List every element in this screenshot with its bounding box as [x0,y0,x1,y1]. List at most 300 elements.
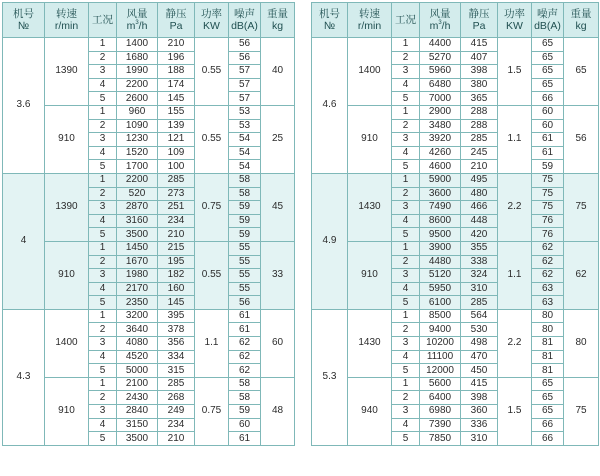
pressure-cell: 155 [158,105,195,119]
flow-cell: 520 [117,187,158,201]
noise-cell: 55 [229,269,261,283]
condition-cell: 4 [89,350,117,364]
condition-cell: 3 [89,133,117,147]
pressure-cell: 356 [158,337,195,351]
condition-cell: 5 [392,296,420,310]
condition-cell: 3 [392,65,420,79]
flow-cell: 2350 [117,296,158,310]
noise-cell: 63 [532,296,564,310]
condition-cell: 5 [89,228,117,242]
header-power: 功率 KW [498,3,532,38]
pressure-cell: 395 [158,309,195,323]
table-row [312,309,599,323]
flow-cell: 12000 [420,364,461,378]
flow-cell: 1990 [117,65,158,79]
condition-cell: 2 [392,323,420,337]
pressure-cell: 210 [158,432,195,446]
pressure-cell: 249 [158,405,195,419]
noise-cell: 66 [532,92,564,106]
flow-cell: 5960 [420,65,461,79]
weight-cell: 65 [564,38,599,106]
flow-cell: 6400 [420,391,461,405]
noise-cell: 58 [229,187,261,201]
pressure-cell: 498 [461,337,498,351]
flow-cell: 10200 [420,337,461,351]
condition-cell: 2 [89,391,117,405]
noise-cell: 75 [532,173,564,187]
pressure-cell: 564 [461,309,498,323]
pressure-cell: 334 [158,350,195,364]
flow-cell: 5950 [420,282,461,296]
table-row [312,241,599,255]
noise-cell: 75 [532,201,564,215]
flow-cell: 6480 [420,78,461,92]
weight-cell: 62 [564,241,599,309]
condition-cell: 3 [89,201,117,215]
pressure-cell: 251 [158,201,195,215]
noise-cell: 59 [229,405,261,419]
pressure-cell: 415 [461,377,498,391]
table-row [312,38,599,52]
condition-cell: 2 [89,119,117,133]
noise-cell: 56 [229,296,261,310]
table-row [312,173,599,187]
condition-cell: 5 [392,364,420,378]
condition-cell: 5 [89,432,117,446]
noise-cell: 54 [229,160,261,174]
model-number-cell: 5.3 [312,309,348,445]
pressure-cell: 285 [461,296,498,310]
noise-cell: 65 [532,405,564,419]
noise-cell: 62 [229,350,261,364]
pressure-cell: 355 [461,241,498,255]
weight-cell: 75 [564,377,599,445]
flow-cell: 5000 [117,364,158,378]
noise-cell: 59 [229,214,261,228]
flow-cell: 4480 [420,255,461,269]
pressure-cell: 121 [158,133,195,147]
speed-cell: 1390 [45,173,89,241]
table-row [3,173,295,187]
speed-cell: 1390 [45,38,89,106]
weight-cell: 25 [261,105,295,173]
flow-cell: 7000 [420,92,461,106]
pressure-cell: 398 [461,65,498,79]
pressure-cell: 109 [158,146,195,160]
flow-cell: 7490 [420,201,461,215]
pressure-cell: 145 [158,296,195,310]
header-flow: 风量 $m^3/h$ [117,3,158,38]
pressure-cell: 310 [461,432,498,446]
noise-cell: 61 [229,432,261,446]
table-body-left [3,38,295,446]
header-weight: 重量 kg [261,3,295,38]
pressure-cell: 273 [158,187,195,201]
weight-cell: 75 [564,173,599,241]
noise-cell: 54 [229,133,261,147]
flow-cell: 8600 [420,214,461,228]
power-cell: 0.55 [195,241,229,309]
pressure-cell: 315 [158,364,195,378]
model-number-cell: 4.9 [312,173,348,309]
pressure-cell: 285 [158,173,195,187]
condition-cell: 1 [89,241,117,255]
noise-cell: 81 [532,350,564,364]
speed-cell: 910 [45,105,89,173]
flow-cell: 3480 [420,119,461,133]
noise-cell: 66 [532,418,564,432]
noise-cell: 61 [229,309,261,323]
flow-cell: 1670 [117,255,158,269]
noise-cell: 58 [229,391,261,405]
pressure-cell: 285 [461,133,498,147]
noise-cell: 60 [532,119,564,133]
condition-cell: 3 [89,405,117,419]
noise-cell: 54 [229,146,261,160]
header-flow: 风量 $m^3/h$ [420,3,461,38]
condition-cell: 4 [392,418,420,432]
noise-cell: 62 [229,364,261,378]
noise-cell: 61 [229,323,261,337]
noise-cell: 55 [229,241,261,255]
speed-cell: 1430 [348,309,392,377]
weight-cell: 60 [261,309,295,377]
pressure-cell: 195 [158,255,195,269]
flow-cell: 1700 [117,160,158,174]
noise-cell: 59 [229,228,261,242]
noise-cell: 76 [532,214,564,228]
condition-cell: 3 [392,269,420,283]
flow-cell: 1980 [117,269,158,283]
speed-cell: 910 [348,241,392,309]
condition-cell: 3 [392,405,420,419]
noise-cell: 55 [229,282,261,296]
condition-cell: 3 [89,337,117,351]
header-condition: 工况 [89,3,117,38]
header-noise: 噪声 dB(A) [532,3,564,38]
header-pressure: 静压 Pa [461,3,498,38]
pressure-cell: 365 [461,92,498,106]
noise-cell: 65 [532,65,564,79]
flow-cell: 9500 [420,228,461,242]
condition-cell: 4 [89,282,117,296]
flow-cell: 1520 [117,146,158,160]
pressure-cell: 407 [461,51,498,65]
pressure-cell: 268 [158,391,195,405]
pressure-cell: 360 [461,405,498,419]
header-condition: 工况 [392,3,420,38]
flow-cell: 6980 [420,405,461,419]
flow-cell: 7390 [420,418,461,432]
flow-cell: 3640 [117,323,158,337]
flow-cell: 2430 [117,391,158,405]
condition-cell: 1 [89,377,117,391]
condition-cell: 4 [89,214,117,228]
condition-cell: 3 [392,133,420,147]
flow-cell: 3200 [117,309,158,323]
noise-cell: 62 [532,255,564,269]
pressure-cell: 215 [158,241,195,255]
flow-cell: 5120 [420,269,461,283]
flow-cell: 2870 [117,201,158,215]
condition-cell: 5 [392,160,420,174]
pressure-cell: 234 [158,418,195,432]
condition-cell: 5 [392,228,420,242]
condition-cell: 1 [392,309,420,323]
weight-cell: 48 [261,377,295,445]
weight-cell: 56 [564,105,599,173]
condition-cell: 2 [392,51,420,65]
noise-cell: 55 [229,255,261,269]
condition-cell: 2 [392,255,420,269]
table-row [3,105,295,119]
condition-cell: 1 [89,309,117,323]
pressure-cell: 310 [461,282,498,296]
pressure-cell: 466 [461,201,498,215]
flow-cell: 2600 [117,92,158,106]
flow-cell: 7850 [420,432,461,446]
flow-cell: 5270 [420,51,461,65]
power-cell: 1.5 [498,377,532,445]
condition-cell: 5 [89,92,117,106]
condition-cell: 4 [392,146,420,160]
pressure-cell: 139 [158,119,195,133]
noise-cell: 59 [229,201,261,215]
condition-cell: 1 [89,38,117,52]
fan-spec-table-left [2,2,295,446]
flow-cell: 1680 [117,51,158,65]
flow-cell: 960 [117,105,158,119]
flow-cell: 3920 [420,133,461,147]
pressure-cell: 210 [158,38,195,52]
flow-cell: 2170 [117,282,158,296]
flow-cell: 4600 [420,160,461,174]
flow-cell: 2100 [117,377,158,391]
noise-cell: 53 [229,105,261,119]
fan-spec-table-right [311,2,599,446]
power-cell: 2.2 [498,173,532,241]
flow-cell: 1090 [117,119,158,133]
condition-cell: 2 [392,119,420,133]
header-weight: 重量 kg [564,3,599,38]
flow-cell: 4400 [420,38,461,52]
noise-cell: 56 [229,38,261,52]
speed-cell: 910 [45,241,89,309]
weight-cell: 80 [564,309,599,377]
pressure-cell: 288 [461,105,498,119]
header-speed: 转速 r/min [348,3,392,38]
pressure-cell: 145 [158,92,195,106]
condition-cell: 4 [392,78,420,92]
pressure-cell: 378 [158,323,195,337]
condition-cell: 1 [392,377,420,391]
flow-cell: 2900 [420,105,461,119]
condition-cell: 3 [89,65,117,79]
pressure-cell: 336 [461,418,498,432]
flow-cell: 4260 [420,146,461,160]
pressure-cell: 245 [461,146,498,160]
flow-cell: 4080 [117,337,158,351]
speed-cell: 1400 [45,309,89,377]
header-speed: 转速 r/min [45,3,89,38]
noise-cell: 57 [229,65,261,79]
table-row [3,38,295,52]
pressure-cell: 324 [461,269,498,283]
header-power: 功率 KW [195,3,229,38]
pressure-cell: 448 [461,214,498,228]
noise-cell: 63 [532,282,564,296]
header-pressure: 静压 Pa [158,3,195,38]
noise-cell: 57 [229,78,261,92]
noise-cell: 60 [229,418,261,432]
condition-cell: 2 [392,391,420,405]
noise-cell: 58 [229,173,261,187]
noise-cell: 61 [532,146,564,160]
pressure-cell: 188 [158,65,195,79]
condition-cell: 2 [392,187,420,201]
pressure-cell: 288 [461,119,498,133]
flow-cell: 5600 [420,377,461,391]
noise-cell: 65 [532,377,564,391]
noise-cell: 81 [532,337,564,351]
condition-cell: 4 [89,418,117,432]
condition-cell: 3 [392,337,420,351]
noise-cell: 80 [532,309,564,323]
weight-cell: 40 [261,38,295,106]
pressure-cell: 420 [461,228,498,242]
weight-cell: 33 [261,241,295,309]
power-cell: 0.55 [195,105,229,173]
flow-cell: 3500 [117,432,158,446]
pressure-cell: 210 [461,160,498,174]
noise-cell: 56 [229,51,261,65]
header-noise: 噪声 dB(A) [229,3,261,38]
pressure-cell: 174 [158,78,195,92]
condition-cell: 5 [89,160,117,174]
pressure-cell: 100 [158,160,195,174]
table-row [3,377,295,391]
condition-cell: 4 [89,78,117,92]
noise-cell: 59 [532,160,564,174]
noise-cell: 65 [532,391,564,405]
noise-cell: 62 [229,337,261,351]
speed-cell: 1400 [348,38,392,106]
condition-cell: 2 [89,51,117,65]
table-body-right [312,38,599,446]
flow-cell: 4520 [117,350,158,364]
table-row [312,105,599,119]
flow-cell: 1230 [117,133,158,147]
condition-cell: 1 [392,38,420,52]
table-row [3,309,295,323]
table-row [3,241,295,255]
pressure-cell: 234 [158,214,195,228]
pressure-cell: 210 [158,228,195,242]
speed-cell: 1430 [348,173,392,241]
flow-cell: 6100 [420,296,461,310]
model-number-cell: 3.6 [3,38,45,174]
condition-cell: 2 [89,323,117,337]
table-header-row [3,3,295,38]
flow-cell: 11100 [420,350,461,364]
condition-cell: 4 [392,350,420,364]
noise-cell: 62 [532,269,564,283]
condition-cell: 1 [89,105,117,119]
noise-cell: 57 [229,92,261,106]
flow-cell: 5900 [420,173,461,187]
condition-cell: 3 [392,201,420,215]
noise-cell: 66 [532,432,564,446]
noise-cell: 58 [229,377,261,391]
weight-cell: 45 [261,173,295,241]
model-number-cell: 4.3 [3,309,45,445]
condition-cell: 2 [89,187,117,201]
pressure-cell: 530 [461,323,498,337]
noise-cell: 65 [532,38,564,52]
pressure-cell: 182 [158,269,195,283]
noise-cell: 75 [532,187,564,201]
condition-cell: 4 [392,282,420,296]
flow-cell: 1400 [117,38,158,52]
speed-cell: 910 [348,105,392,173]
flow-cell: 1450 [117,241,158,255]
noise-cell: 80 [532,323,564,337]
power-cell: 0.55 [195,38,229,106]
noise-cell: 53 [229,119,261,133]
flow-cell: 2200 [117,78,158,92]
table-row [312,377,599,391]
speed-cell: 940 [348,377,392,445]
power-cell: 1.1 [195,309,229,377]
condition-cell: 5 [89,364,117,378]
power-cell: 1.5 [498,38,532,106]
pressure-cell: 398 [461,391,498,405]
condition-cell: 1 [89,173,117,187]
header-model: 机号 № [3,3,45,38]
power-cell: 1.1 [498,241,532,309]
power-cell: 0.75 [195,173,229,241]
condition-cell: 4 [392,214,420,228]
pressure-cell: 470 [461,350,498,364]
condition-cell: 2 [89,255,117,269]
pressure-cell: 338 [461,255,498,269]
noise-cell: 65 [532,78,564,92]
pressure-cell: 415 [461,38,498,52]
model-number-cell: 4.6 [312,38,348,174]
condition-cell: 1 [392,173,420,187]
noise-cell: 62 [532,241,564,255]
noise-cell: 76 [532,228,564,242]
pressure-cell: 285 [158,377,195,391]
pressure-cell: 480 [461,187,498,201]
flow-cell: 3600 [420,187,461,201]
condition-cell: 4 [89,146,117,160]
noise-cell: 61 [532,133,564,147]
flow-cell: 3160 [117,214,158,228]
condition-cell: 5 [392,432,420,446]
header-model: 机号 № [312,3,348,38]
noise-cell: 81 [532,364,564,378]
noise-cell: 65 [532,51,564,65]
condition-cell: 5 [89,296,117,310]
speed-cell: 910 [45,377,89,445]
flow-cell: 8500 [420,309,461,323]
condition-cell: 5 [392,92,420,106]
pressure-cell: 450 [461,364,498,378]
flow-cell: 9400 [420,323,461,337]
condition-cell: 3 [89,269,117,283]
pressure-cell: 160 [158,282,195,296]
